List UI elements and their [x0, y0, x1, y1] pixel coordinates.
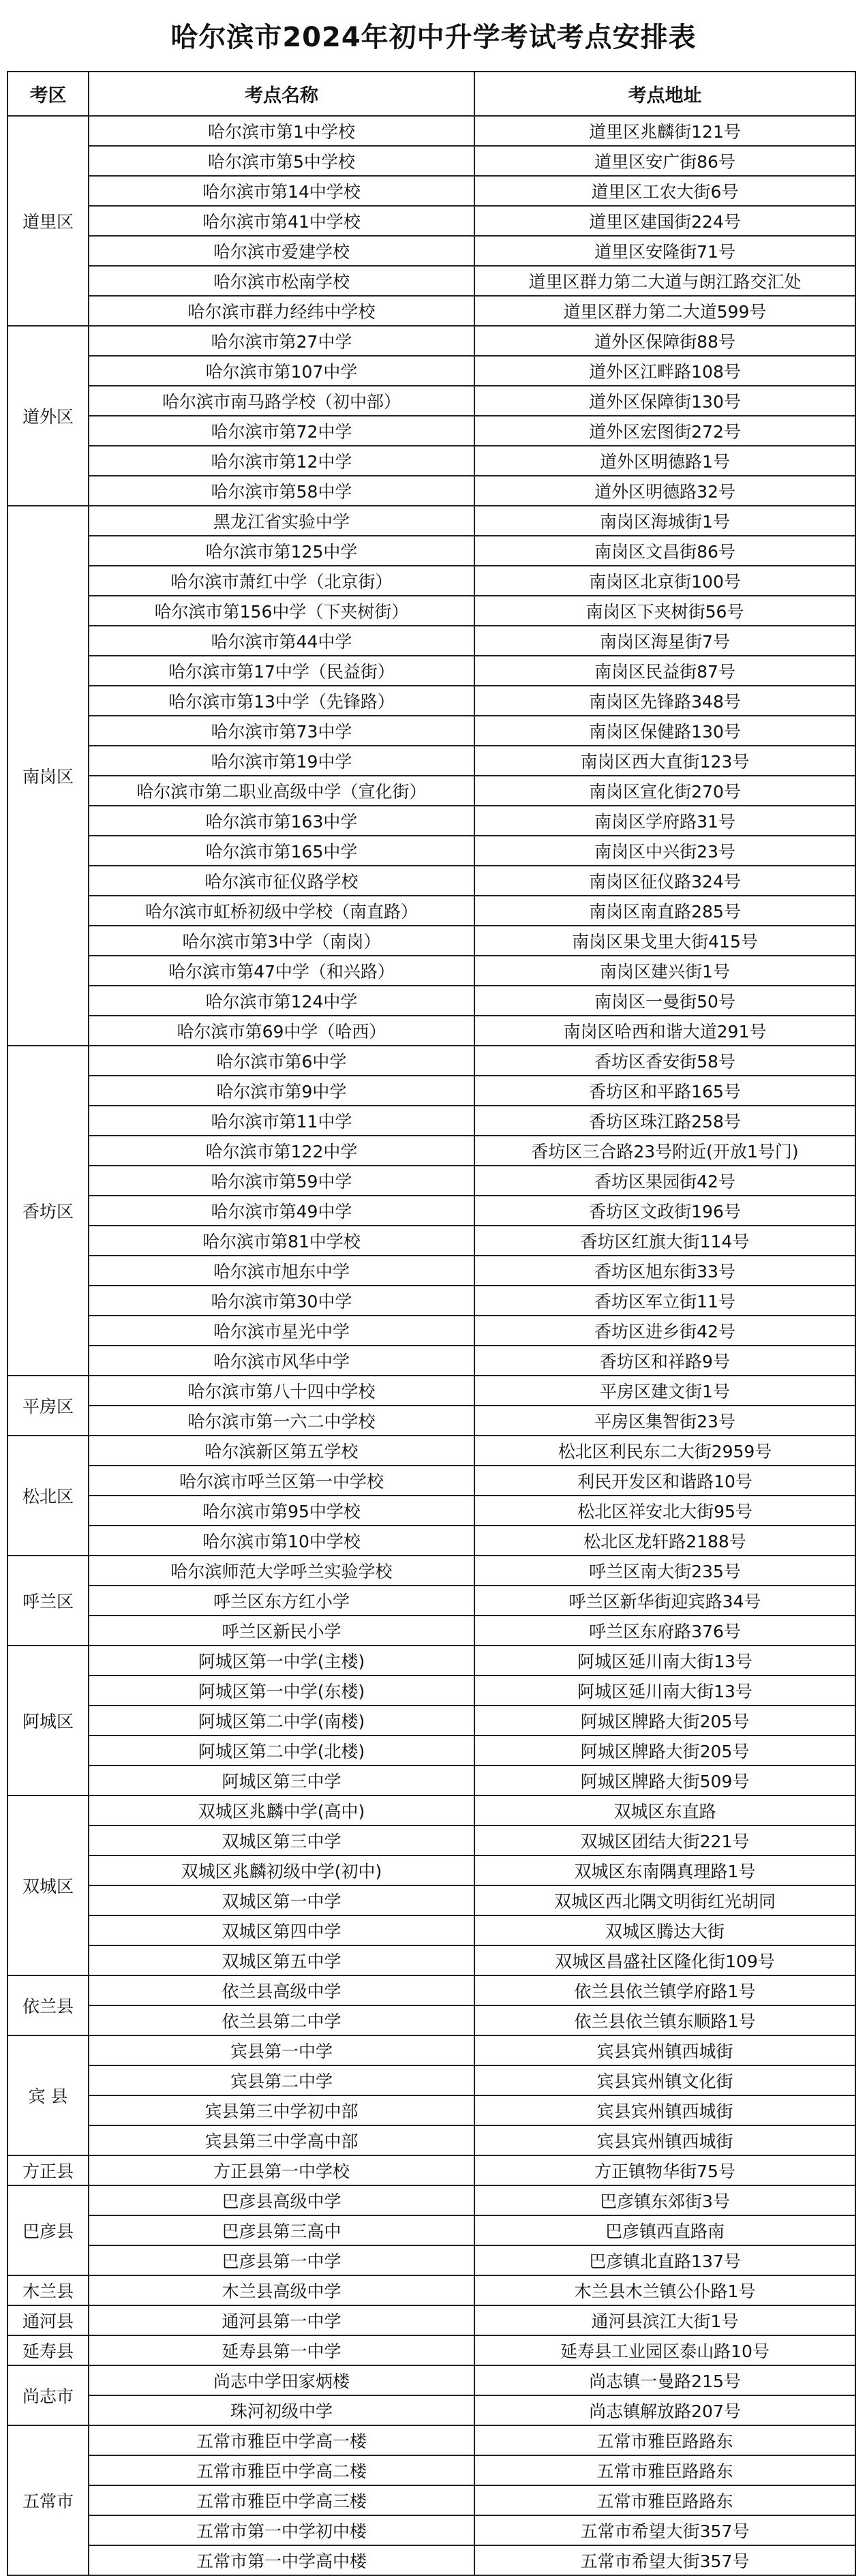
site-name-cell: 双城区兆麟初级中学(初中): [89, 1855, 474, 1885]
table-header-row: [7, 72, 855, 116]
site-address-cell: 双城区东南隅真理路1号: [474, 1855, 855, 1885]
table-row: [7, 1376, 855, 1406]
table-row: [7, 1975, 855, 2005]
table-row: [7, 626, 855, 656]
table-row: [7, 2515, 855, 2545]
table-row: [7, 2275, 855, 2305]
site-name-cell: 宾县第二中学: [89, 2065, 474, 2095]
site-name-cell: 哈尔滨市第72中学: [89, 416, 474, 446]
header-site-address: 考点地址: [474, 72, 855, 116]
district-cell: 尚志市: [7, 2365, 89, 2425]
site-name-cell: 哈尔滨市星光中学: [89, 1316, 474, 1346]
site-name-cell: 阿城区第二中学(北楼): [89, 1736, 474, 1766]
site-name-cell: 哈尔滨市第14中学校: [89, 176, 474, 206]
site-name-cell: 哈尔滨市群力经纬中学校: [89, 296, 474, 326]
site-address-cell: 双城区昌盛社区隆化街109号: [474, 1945, 855, 1975]
site-name-cell: 宾县第三中学高中部: [89, 2125, 474, 2155]
district-cell: 通河县: [7, 2305, 89, 2335]
site-address-cell: 香坊区进乡街42号: [474, 1316, 855, 1346]
site-address-cell: 尚志镇一曼路215号: [474, 2365, 855, 2395]
table-row: [7, 1016, 855, 1046]
district-cell: 道外区: [7, 326, 89, 506]
table-row: [7, 686, 855, 716]
table-row: [7, 2185, 855, 2215]
site-address-cell: 双城区东直路: [474, 1795, 855, 1825]
site-name-cell: 哈尔滨市第17中学（民益街）: [89, 656, 474, 686]
site-name-cell: 黑龙江省实验中学: [89, 506, 474, 536]
site-name-cell: 哈尔滨市第30中学: [89, 1286, 474, 1316]
site-name-cell: 五常市第一中学初中楼: [89, 2515, 474, 2545]
table-row: [7, 1556, 855, 1586]
table-row: [7, 1586, 855, 1616]
table-row: [7, 1855, 855, 1885]
table-row: [7, 536, 855, 566]
table-row: [7, 386, 855, 416]
table-row: [7, 776, 855, 806]
site-name-cell: 哈尔滨市第一六二中学校: [89, 1406, 474, 1436]
site-address-cell: 香坊区文政街196号: [474, 1196, 855, 1226]
site-name-cell: 哈尔滨市第163中学: [89, 806, 474, 836]
site-address-cell: 南岗区一曼街50号: [474, 986, 855, 1016]
site-name-cell: 双城区第四中学: [89, 1915, 474, 1945]
site-address-cell: 道外区明德路32号: [474, 476, 855, 506]
table-row: [7, 956, 855, 986]
site-name-cell: 依兰县高级中学: [89, 1975, 474, 2005]
district-cell: 道里区: [7, 116, 89, 326]
site-name-cell: 哈尔滨市第10中学校: [89, 1526, 474, 1556]
district-cell: 呼兰区: [7, 1556, 89, 1646]
site-name-cell: 哈尔滨市第27中学: [89, 326, 474, 356]
table-row: [7, 1795, 855, 1825]
site-name-cell: 哈尔滨市第1中学校: [89, 116, 474, 146]
table-row: [7, 1616, 855, 1646]
site-name-cell: 尚志中学田家炳楼: [89, 2365, 474, 2395]
site-name-cell: 珠河初级中学: [89, 2395, 474, 2425]
table-row: [7, 146, 855, 176]
table-row: [7, 2245, 855, 2275]
exam-site-table: [7, 71, 856, 2576]
table-row: [7, 596, 855, 626]
table-row: [7, 1885, 855, 1915]
table-row: [7, 296, 855, 326]
table-row: [7, 2395, 855, 2425]
site-name-cell: 哈尔滨市旭东中学: [89, 1256, 474, 1286]
site-address-cell: 宾县宾州镇西城街: [474, 2125, 855, 2155]
site-address-cell: 道外区保障街88号: [474, 326, 855, 356]
site-address-cell: 道外区宏图街272号: [474, 416, 855, 446]
table-row: [7, 716, 855, 746]
table-row: [7, 2065, 855, 2095]
site-address-cell: 巴彦镇西直路南: [474, 2215, 855, 2245]
site-address-cell: 香坊区三合路23号附近(开放1号门): [474, 1136, 855, 1166]
site-address-cell: 方正镇物华街75号: [474, 2155, 855, 2185]
table-row: [7, 236, 855, 266]
header-site-name: 考点名称: [89, 72, 474, 116]
table-body: [7, 116, 855, 2575]
site-address-cell: 五常市雅臣路路东: [474, 2485, 855, 2515]
site-address-cell: 双城区腾达大街: [474, 1915, 855, 1945]
site-address-cell: 阿城区延川南大街13号: [474, 1676, 855, 1706]
site-address-cell: 阿城区牌路大街205号: [474, 1736, 855, 1766]
site-name-cell: 宾县第一中学: [89, 2035, 474, 2065]
site-address-cell: 香坊区红旗大街114号: [474, 1226, 855, 1256]
table-row: [7, 1646, 855, 1676]
site-name-cell: 哈尔滨市第58中学: [89, 476, 474, 506]
site-address-cell: 南岗区建兴街1号: [474, 956, 855, 986]
site-address-cell: 南岗区海城街1号: [474, 506, 855, 536]
site-name-cell: 阿城区第二中学(南楼): [89, 1706, 474, 1736]
table-row: [7, 2305, 855, 2335]
table-row: [7, 1945, 855, 1975]
site-name-cell: 哈尔滨市第73中学: [89, 716, 474, 746]
site-address-cell: 五常市希望大街357号: [474, 2515, 855, 2545]
site-name-cell: 阿城区第三中学: [89, 1766, 474, 1795]
site-name-cell: 哈尔滨新区第五学校: [89, 1436, 474, 1466]
site-address-cell: 宾县宾州镇西城街: [474, 2095, 855, 2125]
site-address-cell: 松北区祥安北大街95号: [474, 1496, 855, 1526]
header-district: 考区: [7, 72, 89, 116]
district-cell: 延寿县: [7, 2335, 89, 2365]
table-row: [7, 206, 855, 236]
site-address-cell: 南岗区果戈里大街415号: [474, 926, 855, 956]
site-address-cell: 香坊区和平路165号: [474, 1076, 855, 1106]
site-address-cell: 呼兰区南大街235号: [474, 1556, 855, 1586]
table-row: [7, 2155, 855, 2185]
site-address-cell: 五常市雅臣路路东: [474, 2425, 855, 2455]
site-name-cell: 哈尔滨市风华中学: [89, 1346, 474, 1376]
site-address-cell: 道外区保障街130号: [474, 386, 855, 416]
site-address-cell: 呼兰区新华街迎宾路34号: [474, 1586, 855, 1616]
site-name-cell: 哈尔滨市第八十四中学校: [89, 1376, 474, 1406]
site-address-cell: 南岗区先锋路348号: [474, 686, 855, 716]
table-row: [7, 2485, 855, 2515]
table-row: [7, 1346, 855, 1376]
site-name-cell: 呼兰区新民小学: [89, 1616, 474, 1646]
site-name-cell: 哈尔滨市第122中学: [89, 1136, 474, 1166]
table-row: [7, 2215, 855, 2245]
site-name-cell: 双城区第一中学: [89, 1885, 474, 1915]
site-address-cell: 道里区群力第二大道与朗江路交汇处: [474, 266, 855, 296]
table-row: [7, 836, 855, 866]
district-cell: 木兰县: [7, 2275, 89, 2305]
table-row: [7, 1676, 855, 1706]
district-cell: 巴彦县: [7, 2185, 89, 2275]
site-name-cell: 哈尔滨市第124中学: [89, 986, 474, 1016]
site-name-cell: 哈尔滨市第49中学: [89, 1196, 474, 1226]
site-address-cell: 巴彦镇北直路137号: [474, 2245, 855, 2275]
site-name-cell: 宾县第三中学初中部: [89, 2095, 474, 2125]
site-address-cell: 香坊区珠江路258号: [474, 1106, 855, 1136]
site-name-cell: 哈尔滨市南马路学校（初中部）: [89, 386, 474, 416]
site-address-cell: 双城区西北隅文明街红光胡同: [474, 1885, 855, 1915]
site-name-cell: 哈尔滨市爱建学校: [89, 236, 474, 266]
table-row: [7, 1286, 855, 1316]
site-address-cell: 宾县宾州镇文化街: [474, 2065, 855, 2095]
table-row: [7, 1706, 855, 1736]
site-address-cell: 道里区安广街86号: [474, 146, 855, 176]
table-row: [7, 1046, 855, 1076]
site-name-cell: 延寿县第一中学: [89, 2335, 474, 2365]
site-address-cell: 五常市雅臣路路东: [474, 2455, 855, 2485]
district-cell: 五常市: [7, 2425, 89, 2575]
site-address-cell: 平房区集智街23号: [474, 1406, 855, 1436]
site-address-cell: 道里区兆麟街121号: [474, 116, 855, 146]
district-cell: 南岗区: [7, 506, 89, 1046]
table-row: [7, 1076, 855, 1106]
site-name-cell: 哈尔滨市第59中学: [89, 1166, 474, 1196]
site-name-cell: 哈尔滨市第81中学校: [89, 1226, 474, 1256]
site-address-cell: 南岗区征仪路324号: [474, 866, 855, 896]
table-row: [7, 806, 855, 836]
table-row: [7, 356, 855, 386]
table-row: [7, 566, 855, 596]
site-name-cell: 哈尔滨市第12中学: [89, 446, 474, 476]
site-address-cell: 南岗区宣化街270号: [474, 776, 855, 806]
site-name-cell: 哈尔滨市虹桥初级中学校（南直路）: [89, 896, 474, 926]
site-name-cell: 通河县第一中学: [89, 2305, 474, 2335]
site-name-cell: 哈尔滨市第95中学校: [89, 1496, 474, 1526]
site-name-cell: 哈尔滨市第165中学: [89, 836, 474, 866]
site-name-cell: 哈尔滨市第107中学: [89, 356, 474, 386]
table-row: [7, 1915, 855, 1945]
site-address-cell: 香坊区香安街58号: [474, 1046, 855, 1076]
site-address-cell: 平房区建文街1号: [474, 1376, 855, 1406]
table-row: [7, 1256, 855, 1286]
site-name-cell: 哈尔滨市第5中学校: [89, 146, 474, 176]
table-row: [7, 1736, 855, 1766]
site-address-cell: 通河县滨江大街1号: [474, 2305, 855, 2335]
site-name-cell: 巴彦县高级中学: [89, 2185, 474, 2215]
table-row: [7, 2125, 855, 2155]
site-address-cell: 道里区工农大街6号: [474, 176, 855, 206]
table-row: [7, 926, 855, 956]
site-address-cell: 巴彦镇东郊街3号: [474, 2185, 855, 2215]
site-name-cell: 哈尔滨市第19中学: [89, 746, 474, 776]
site-address-cell: 香坊区军立街11号: [474, 1286, 855, 1316]
table-row: [7, 1136, 855, 1166]
site-name-cell: 哈尔滨市呼兰区第一中学校: [89, 1466, 474, 1496]
site-address-cell: 南岗区下夹树街56号: [474, 596, 855, 626]
table-row: [7, 1526, 855, 1556]
table-row: [7, 1196, 855, 1226]
site-address-cell: 道里区安隆街71号: [474, 236, 855, 266]
site-address-cell: 尚志镇解放路207号: [474, 2395, 855, 2425]
site-name-cell: 阿城区第一中学(主楼): [89, 1646, 474, 1676]
site-name-cell: 双城区第三中学: [89, 1825, 474, 1855]
district-cell: 方正县: [7, 2155, 89, 2185]
site-address-cell: 双城区团结大街221号: [474, 1825, 855, 1855]
site-name-cell: 哈尔滨市第6中学: [89, 1046, 474, 1076]
site-address-cell: 松北区龙轩路2188号: [474, 1526, 855, 1556]
table-row: [7, 1766, 855, 1795]
site-name-cell: 五常市第一中学高中楼: [89, 2545, 474, 2575]
site-address-cell: 南岗区中兴街23号: [474, 836, 855, 866]
table-row: [7, 2455, 855, 2485]
table-row: [7, 506, 855, 536]
table-row: [7, 896, 855, 926]
site-name-cell: 双城区第五中学: [89, 1945, 474, 1975]
site-name-cell: 哈尔滨市第47中学（和兴路）: [89, 956, 474, 986]
site-name-cell: 哈尔滨市萧红中学（北京街）: [89, 566, 474, 596]
site-name-cell: 哈尔滨师范大学呼兰实验学校: [89, 1556, 474, 1586]
table-row: [7, 176, 855, 206]
site-address-cell: 阿城区牌路大街509号: [474, 1766, 855, 1795]
site-address-cell: 依兰县依兰镇学府路1号: [474, 1975, 855, 2005]
site-address-cell: 南岗区学府路31号: [474, 806, 855, 836]
site-name-cell: 木兰县高级中学: [89, 2275, 474, 2305]
site-address-cell: 南岗区民益街87号: [474, 656, 855, 686]
site-address-cell: 阿城区牌路大街205号: [474, 1706, 855, 1736]
table-row: [7, 1106, 855, 1136]
table-row: [7, 656, 855, 686]
site-name-cell: 哈尔滨市第69中学（哈西）: [89, 1016, 474, 1046]
site-name-cell: 哈尔滨市第二职业高级中学（宣化街）: [89, 776, 474, 806]
table-row: [7, 2095, 855, 2125]
site-address-cell: 依兰县依兰镇东顺路1号: [474, 2005, 855, 2035]
site-name-cell: 哈尔滨市松南学校: [89, 266, 474, 296]
table-row: [7, 2425, 855, 2455]
site-name-cell: 哈尔滨市第11中学: [89, 1106, 474, 1136]
site-address-cell: 南岗区保健路130号: [474, 716, 855, 746]
site-name-cell: 呼兰区东方红小学: [89, 1586, 474, 1616]
table-row: [7, 1226, 855, 1256]
table-row: [7, 446, 855, 476]
site-name-cell: 阿城区第一中学(东楼): [89, 1676, 474, 1706]
site-name-cell: 五常市雅臣中学高二楼: [89, 2455, 474, 2485]
site-address-cell: 香坊区旭东街33号: [474, 1256, 855, 1286]
site-name-cell: 哈尔滨市第156中学（下夹树街）: [89, 596, 474, 626]
district-cell: 宾 县: [7, 2035, 89, 2155]
site-address-cell: 呼兰区东府路376号: [474, 1616, 855, 1646]
site-name-cell: 哈尔滨市第9中学: [89, 1076, 474, 1106]
table-row: [7, 2365, 855, 2395]
site-name-cell: 哈尔滨市第41中学校: [89, 206, 474, 236]
site-name-cell: 哈尔滨市征仪路学校: [89, 866, 474, 896]
district-cell: 平房区: [7, 1376, 89, 1436]
table-row: [7, 416, 855, 446]
site-name-cell: 双城区兆麟中学(高中): [89, 1795, 474, 1825]
site-address-cell: 阿城区延川南大街13号: [474, 1646, 855, 1676]
table-row: [7, 866, 855, 896]
site-address-cell: 南岗区文昌街86号: [474, 536, 855, 566]
table-row: [7, 746, 855, 776]
table-row: [7, 986, 855, 1016]
table-row: [7, 2005, 855, 2035]
site-address-cell: 宾县宾州镇西城街: [474, 2035, 855, 2065]
site-name-cell: 哈尔滨市第44中学: [89, 626, 474, 656]
site-address-cell: 木兰县木兰镇公仆路1号: [474, 2275, 855, 2305]
table-row: [7, 1166, 855, 1196]
table-row: [7, 2545, 855, 2575]
district-cell: 阿城区: [7, 1646, 89, 1795]
table-row: [7, 1496, 855, 1526]
district-cell: 依兰县: [7, 1975, 89, 2035]
site-address-cell: 道里区群力第二大道599号: [474, 296, 855, 326]
site-name-cell: 巴彦县第三高中: [89, 2215, 474, 2245]
page-title: 哈尔滨市2024年初中升学考试考点安排表: [170, 22, 697, 53]
table-row: [7, 1825, 855, 1855]
site-name-cell: 方正县第一中学校: [89, 2155, 474, 2185]
table-row: [7, 2035, 855, 2065]
table-row: [7, 326, 855, 356]
district-cell: 双城区: [7, 1795, 89, 1975]
table-row: [7, 1316, 855, 1346]
table-row: [7, 266, 855, 296]
site-name-cell: 五常市雅臣中学高三楼: [89, 2485, 474, 2515]
site-address-cell: 南岗区哈西和谐大道291号: [474, 1016, 855, 1046]
site-address-cell: 南岗区西大直街123号: [474, 746, 855, 776]
site-address-cell: 延寿县工业园区泰山路10号: [474, 2335, 855, 2365]
site-name-cell: 五常市雅臣中学高一楼: [89, 2425, 474, 2455]
site-address-cell: 道里区建国街224号: [474, 206, 855, 236]
district-cell: 松北区: [7, 1436, 89, 1556]
site-address-cell: 南岗区北京街100号: [474, 566, 855, 596]
site-address-cell: 南岗区南直路285号: [474, 896, 855, 926]
site-address-cell: 香坊区和祥路9号: [474, 1346, 855, 1376]
site-address-cell: 道外区明德路1号: [474, 446, 855, 476]
site-name-cell: 哈尔滨市第13中学（先锋路）: [89, 686, 474, 716]
site-address-cell: 松北区利民东二大街2959号: [474, 1436, 855, 1466]
site-name-cell: 哈尔滨市第125中学: [89, 536, 474, 566]
site-address-cell: 道外区江畔路108号: [474, 356, 855, 386]
site-name-cell: 巴彦县第一中学: [89, 2245, 474, 2275]
table-row: [7, 1406, 855, 1436]
site-address-cell: 利民开发区和谐路10号: [474, 1466, 855, 1496]
table-row: [7, 2335, 855, 2365]
site-name-cell: 依兰县第二中学: [89, 2005, 474, 2035]
table-row: [7, 116, 855, 146]
table-row: [7, 1436, 855, 1466]
site-address-cell: 南岗区海星街7号: [474, 626, 855, 656]
site-address-cell: 五常市希望大街357号: [474, 2545, 855, 2575]
table-row: [7, 476, 855, 506]
district-cell: 香坊区: [7, 1046, 89, 1376]
site-name-cell: 哈尔滨市第3中学（南岗）: [89, 926, 474, 956]
site-address-cell: 香坊区果园街42号: [474, 1166, 855, 1196]
table-row: [7, 1466, 855, 1496]
